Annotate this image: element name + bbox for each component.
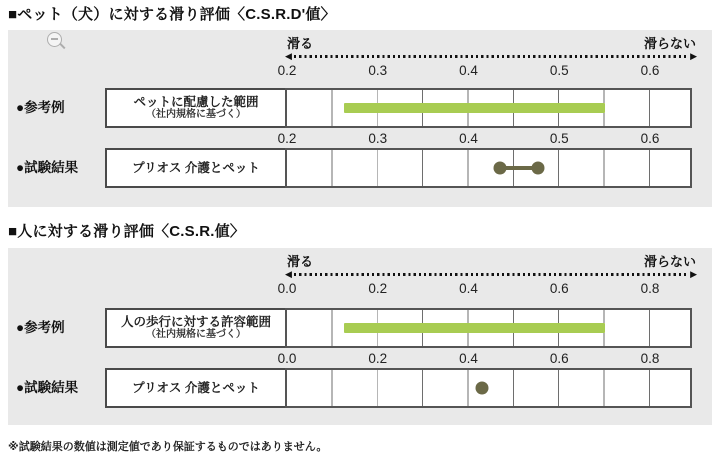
reference-scale-strip <box>285 308 692 348</box>
reference-row-label: ●参考例 <box>16 100 65 115</box>
magnifier-handle <box>59 43 65 49</box>
reference-row-label: ●参考例 <box>16 320 65 335</box>
tick-label: 0.2 <box>368 281 388 296</box>
product-name-box <box>105 148 287 188</box>
tick-label: 0.8 <box>640 351 660 366</box>
pet-evaluation-panel <box>8 30 712 207</box>
slippery-label: 滑る <box>287 254 314 269</box>
reference-range-name-box <box>105 88 287 128</box>
not-slippery-label: 滑らない <box>643 36 696 51</box>
tick-label: 0.8 <box>640 281 660 296</box>
range-name-note: （社内規格に基づく） <box>146 329 246 341</box>
tick-label: 0.6 <box>549 351 569 366</box>
scale-arrow <box>285 270 697 279</box>
product-name: プリオス 介護とペット <box>132 380 260 395</box>
marker-layer <box>287 370 690 406</box>
test-result-row-label: ●試験結果 <box>16 160 79 175</box>
product-name: プリオス 介護とペット <box>132 160 260 175</box>
acceptable-range-bar <box>344 323 605 333</box>
arrow-left-icon: ◀ <box>285 269 292 279</box>
acceptable-range-bar <box>344 103 604 113</box>
product-name-box <box>105 368 287 408</box>
measured-value-dot <box>476 382 489 395</box>
tick-row <box>277 131 690 147</box>
tick-label: 0.5 <box>549 131 569 146</box>
range-name-note: （社内規格に基づく） <box>146 109 246 121</box>
tick-label: 0.0 <box>277 351 297 366</box>
tick-row <box>277 351 690 367</box>
marker-layer <box>287 310 690 346</box>
not-slippery-label: 滑らない <box>643 254 696 269</box>
disclaimer-note: ※試験結果の数値は測定値であり保証するものではありません。 <box>8 441 328 453</box>
range-name: ペットに配慮した範囲 <box>133 94 259 109</box>
tick-label: 0.4 <box>459 63 478 78</box>
test-result-scale-strip <box>285 368 692 408</box>
measured-value-dot <box>532 162 545 175</box>
tick-label: 0.4 <box>459 281 478 296</box>
tick-label: 0.4 <box>459 131 478 146</box>
zoom-out-icon[interactable] <box>47 32 62 47</box>
arrow-right-icon: ▶ <box>690 269 697 279</box>
test-result-scale-strip <box>285 148 692 188</box>
range-name: 人の歩行に対する許容範囲 <box>120 314 271 329</box>
tick-label: 0.2 <box>277 63 297 78</box>
tick-label: 0.6 <box>640 63 660 78</box>
tick-label: 0.4 <box>459 351 478 366</box>
human-evaluation-panel <box>8 248 712 425</box>
test-result-row-label: ●試験結果 <box>16 380 79 395</box>
human-section-title: ■人に対する滑り評価〈C.S.R.値〉 <box>8 223 246 240</box>
tick-label: 0.2 <box>277 131 297 146</box>
dotted-line <box>294 55 688 58</box>
minus-glyph <box>51 38 58 40</box>
tick-label: 0.0 <box>277 281 297 296</box>
scale-arrow <box>285 52 697 61</box>
tick-label: 0.5 <box>549 63 569 78</box>
tick-label: 0.3 <box>368 131 388 146</box>
arrow-left-icon: ◀ <box>285 51 292 61</box>
tick-row <box>277 281 690 297</box>
tick-label: 0.2 <box>368 351 388 366</box>
reference-range-name-box <box>105 308 287 348</box>
arrow-right-icon: ▶ <box>690 51 697 61</box>
tick-label: 0.6 <box>549 281 569 296</box>
tick-label: 0.6 <box>640 131 660 146</box>
reference-scale-strip <box>285 88 692 128</box>
marker-layer <box>287 150 690 186</box>
tick-row <box>277 63 690 79</box>
dotted-line <box>294 273 688 276</box>
tick-label: 0.3 <box>368 63 388 78</box>
pet-section-title: ■ペット（犬）に対する滑り評価〈C.S.R.D'値〉 <box>8 6 336 23</box>
marker-layer <box>287 90 690 126</box>
slippery-label: 滑る <box>287 36 314 51</box>
measured-value-dot <box>494 162 507 175</box>
